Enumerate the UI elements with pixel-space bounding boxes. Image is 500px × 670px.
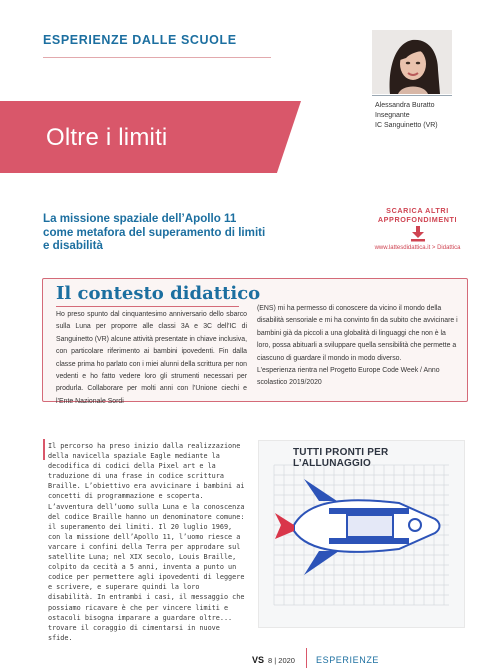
section-header: ESPERIENZE DALLE SCUOLE xyxy=(43,33,237,47)
article-body: Il percorso ha preso inizio dalla realizzazione della navicella spaziale Eagle mediante la decodifica di codici della Pixel art e la traduzione di una frase in codice scrittura Braille. L’obiettivo era avvicinare i bambini ai concetti di programmazione e scoperta. L’avventura dell’uomo sulla Luna e la conoscenza del codice Braille hanno un denominatore comune: il superamento dei limiti. Il 20 luglio 1969, con la missione dell’Apollo 11, l’uomo riesce a varcare i confini della Terra per approdare sul satellite Luna; nel XIX secolo, Louis Braille, colpito da cecità a 5 anni, inventa a punto un codice per permettere agli ipovedenti di leggere e scrivere, e superare quindi la loro disabilità. In entrambi i casi, il messaggio che possiamo ricavare è che per vincere limiti e ostacoli bisogna imparare a guardare oltre... trovare il coraggio di cimentarsi in nuove sfide. xyxy=(48,442,245,642)
download-label-2: APPROFONDIMENTI xyxy=(377,215,458,224)
download-label-1: SCARICA ALTRI xyxy=(386,206,449,215)
author-school: IC Sanguinetto (VR) xyxy=(375,122,438,129)
author-divider xyxy=(372,95,452,96)
author-block xyxy=(375,101,438,131)
footer-logo: VS xyxy=(252,655,265,665)
context-project-note: L’esperienza rientra nel Progetto Europe Code Week / Anno scolastico 2019/2020 xyxy=(257,367,440,387)
dropcap-bar xyxy=(43,439,45,460)
header-divider xyxy=(43,57,271,58)
context-column-2-text: (ENS) mi ha permesso di conoscere da vicino il mondo della disabilità sensoriale e mi ha convinto fin da subito che avvicinare i bambini già da piccoli a una globalità di linguaggi che non è la loro, possa abituarli a sviluppare quella sensibilità che permette a ciascuno di guardare il mondo in modo diverso. xyxy=(257,305,458,362)
author-photo xyxy=(372,30,452,94)
footer-section: ESPERIENZE xyxy=(316,655,380,665)
context-column-2 xyxy=(257,303,460,390)
figure-caption: TUTTI PRONTI PER L’ALLUNAGGIO xyxy=(293,447,389,469)
download-url[interactable]: www.lattesdidattica.it > Didattica xyxy=(374,245,461,251)
context-title-rule xyxy=(56,306,239,307)
download-link[interactable] xyxy=(370,206,465,252)
author-role: Insegnante xyxy=(375,112,410,119)
context-column-1: Ho preso spunto dal cinquantesimo anniversario dello sbarco sulla Luna per proporre alle classi 3A e 3C dell’IC di Sanguinetto (VR) alcune attività presentate in chiave inclusiva, con particolare riferimento ai bambini ipovedenti. Fin dalla classe prima ho parlato con i miei alunni della scrittura per non vedenti e ho fatto vedere loro gli strumenti necessari per produrla. Collaborare per molti anni con l’Unione ciechi e l’Ente Nazionale Sordi xyxy=(56,311,247,405)
footer-issue: 8 | 2020 xyxy=(268,656,295,665)
footer-divider xyxy=(306,648,307,668)
download-arrow-icon[interactable] xyxy=(411,226,425,242)
article-subtitle: La missione spaziale dell’Apollo 11 come metafora del superamento di limiti e disabilità xyxy=(43,212,266,253)
context-title: Il contesto didattico xyxy=(56,283,261,304)
author-name: Alessandra Buratto xyxy=(375,102,435,109)
pixel-art-figure xyxy=(258,440,465,628)
article-title: Oltre i limiti xyxy=(46,124,168,151)
